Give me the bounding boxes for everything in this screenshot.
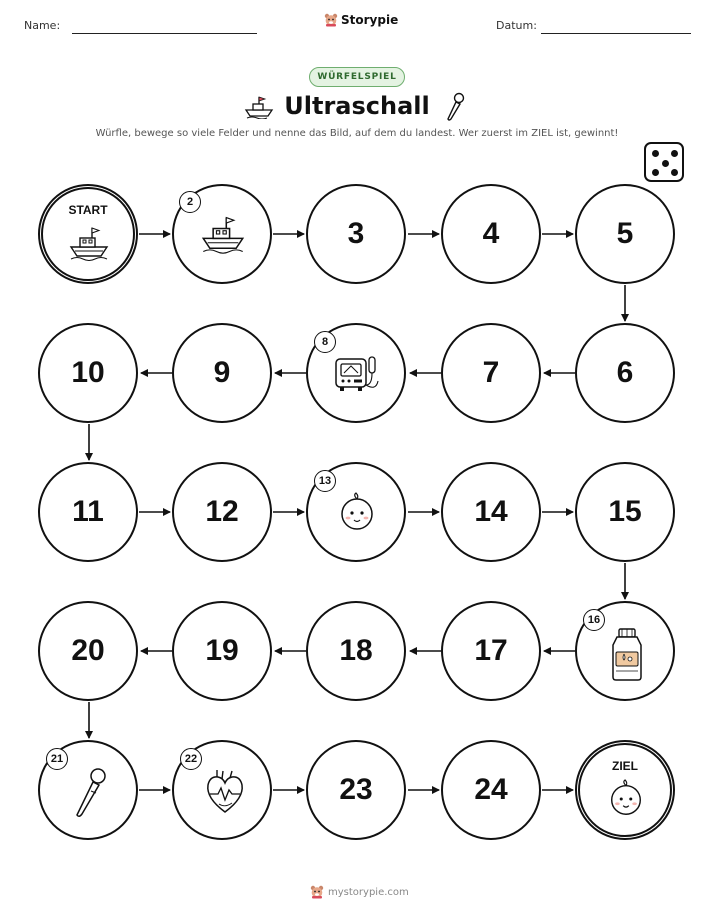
board-cell-start [38, 184, 138, 284]
goal-label: ZIEL [612, 759, 638, 773]
footer [310, 885, 409, 899]
board-cell-9 [172, 323, 272, 423]
cell-number-7: 7 [482, 356, 500, 389]
cell-number-16: 16 [583, 609, 605, 631]
cell-number-10: 10 [71, 356, 105, 389]
baby-face-icon [606, 779, 646, 819]
cell-number-22: 22 [180, 748, 202, 770]
cell-number-14: 14 [474, 495, 508, 528]
cell-number-8: 8 [314, 331, 336, 353]
cell-number-11: 11 [72, 495, 104, 528]
cell-number-19: 19 [205, 634, 239, 667]
board-cell-5 [575, 184, 675, 284]
board-cell-20 [38, 601, 138, 701]
cell-number-20: 20 [71, 634, 105, 667]
board-cell-6 [575, 323, 675, 423]
board-cell-17 [441, 601, 541, 701]
board-cell-7 [441, 323, 541, 423]
boat-icon [68, 225, 110, 261]
board-cell-18 [306, 601, 406, 701]
board-cell-14 [441, 462, 541, 562]
cell-number-13: 13 [314, 470, 336, 492]
cell-number-24: 24 [474, 773, 508, 806]
cell-number-5: 5 [616, 217, 634, 250]
boat-icon [200, 214, 246, 254]
cell-number-4: 4 [482, 217, 500, 250]
board-cell-11 [38, 462, 138, 562]
board-cell-24 [441, 740, 541, 840]
cell-number-15: 15 [608, 495, 642, 528]
game-type-badge: WÜRFELSPIEL [309, 67, 405, 87]
board-cell-4 [441, 184, 541, 284]
footer-url[interactable]: mystorypie.com [328, 886, 409, 898]
board-cell-10 [38, 323, 138, 423]
start-label: START [68, 203, 108, 217]
ultrasound-machine-icon [332, 351, 382, 397]
name-label: Name: [24, 19, 61, 32]
board-cell-19 [172, 601, 272, 701]
board-cell-3 [306, 184, 406, 284]
page-title: Ultraschall [284, 92, 430, 120]
date-label: Datum: [496, 19, 537, 32]
bear-logo-icon [310, 885, 324, 899]
cell-number-17: 17 [474, 634, 508, 667]
instructions: Würfle, bewege so viele Felder und nenne das Bild, auf dem du landest. Wer zuerst im ZIEL ist, gewinnt! [95, 128, 619, 139]
baby-face-icon [336, 492, 378, 534]
brand-name: Storypie [341, 13, 399, 27]
cell-number-9: 9 [213, 356, 231, 389]
cell-number-18: 18 [339, 634, 373, 667]
cell-number-12: 12 [205, 495, 239, 528]
cell-number-23: 23 [339, 773, 373, 806]
cell-number-3: 3 [347, 217, 365, 250]
gel-bottle-icon [607, 625, 647, 683]
board-cell-23 [306, 740, 406, 840]
board-cell-goal [575, 740, 675, 840]
ultrasound-probe-icon [70, 766, 112, 822]
board-cell-15 [575, 462, 675, 562]
cell-number-21: 21 [46, 748, 68, 770]
cell-number-2: 2 [179, 191, 201, 213]
cell-number-6: 6 [616, 356, 634, 389]
heart-icon [202, 768, 248, 816]
board-cell-12 [172, 462, 272, 562]
